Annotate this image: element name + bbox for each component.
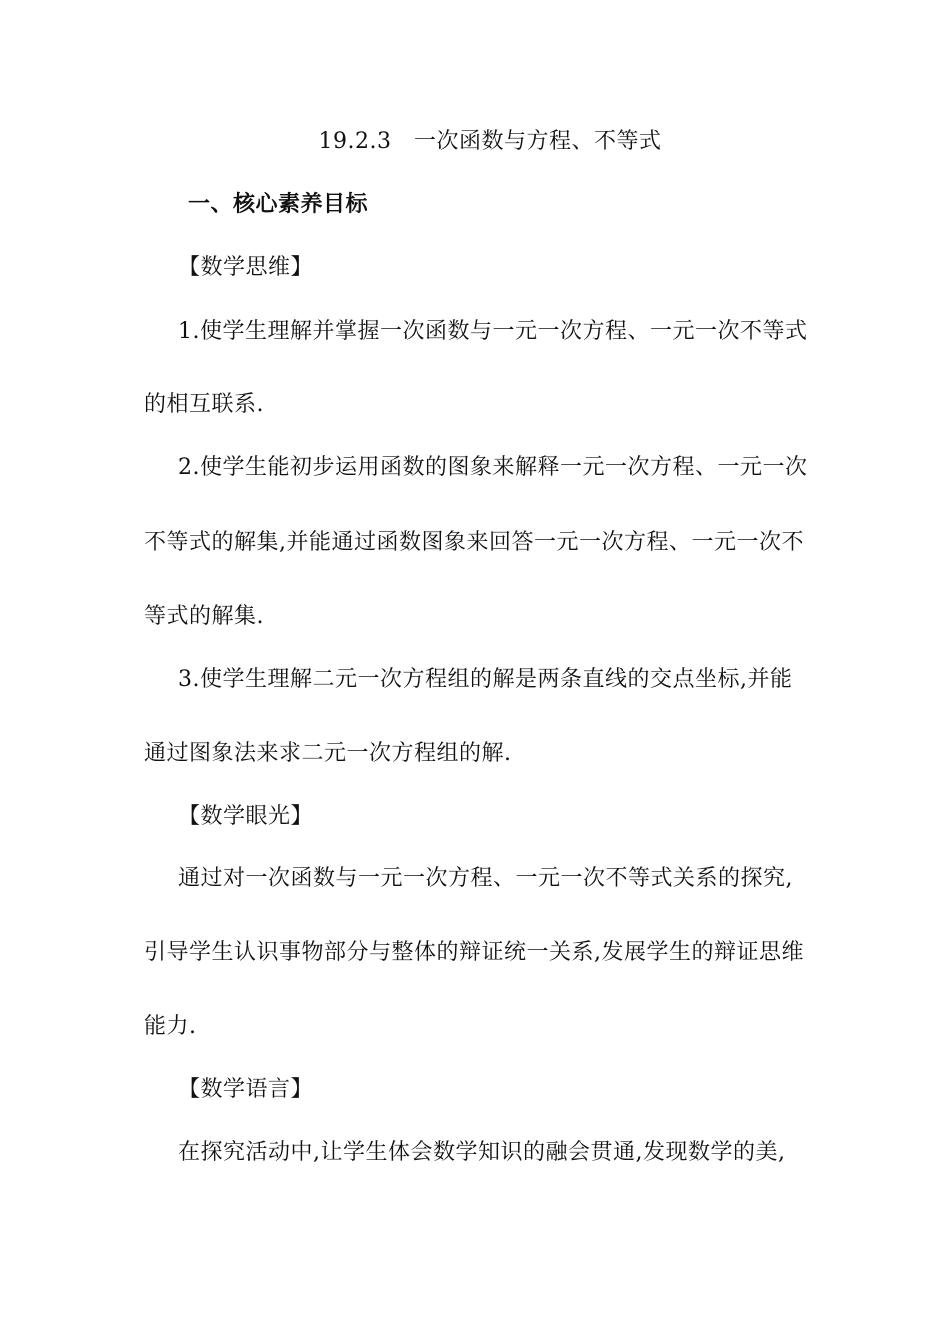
math-thinking-label: 【数学思维】 bbox=[178, 255, 314, 280]
thinking-item3-line1: 3.使学生理解二元一次方程组的解是两条直线的交点坐标,并能 bbox=[178, 667, 793, 692]
vision-line3: 能力. bbox=[144, 1014, 197, 1039]
document-title: 19.2.3 一次函数与方程、不等式 bbox=[318, 129, 662, 154]
thinking-item2-line2: 不等式的解集,并能通过函数图象来回答一元一次方程、一元一次不 bbox=[144, 530, 804, 555]
vision-line2: 引导学生认识事物部分与整体的辩证统一关系,发展学生的辩证思维 bbox=[144, 940, 804, 965]
math-vision-label: 【数学眼光】 bbox=[178, 804, 314, 829]
thinking-item3-line2: 通过图象法来求二元一次方程组的解. bbox=[144, 741, 512, 766]
thinking-item1-line2: 的相互联系. bbox=[144, 392, 264, 417]
thinking-item2-line3: 等式的解集. bbox=[144, 604, 264, 629]
math-language-label: 【数学语言】 bbox=[178, 1077, 314, 1102]
section-heading: 一、核心素养目标 bbox=[188, 192, 369, 217]
language-line1: 在探究活动中,让学生体会数学知识的融会贯通,发现数学的美, bbox=[178, 1140, 786, 1165]
thinking-item2-line1: 2.使学生能初步运用函数的图象来解释一元一次方程、一元一次 bbox=[178, 455, 808, 480]
vision-line1: 通过对一次函数与一元一次方程、一元一次不等式关系的探究, bbox=[178, 866, 793, 891]
thinking-item1-line1: 1.使学生理解并掌握一次函数与一元一次方程、一元一次不等式 bbox=[178, 319, 808, 344]
